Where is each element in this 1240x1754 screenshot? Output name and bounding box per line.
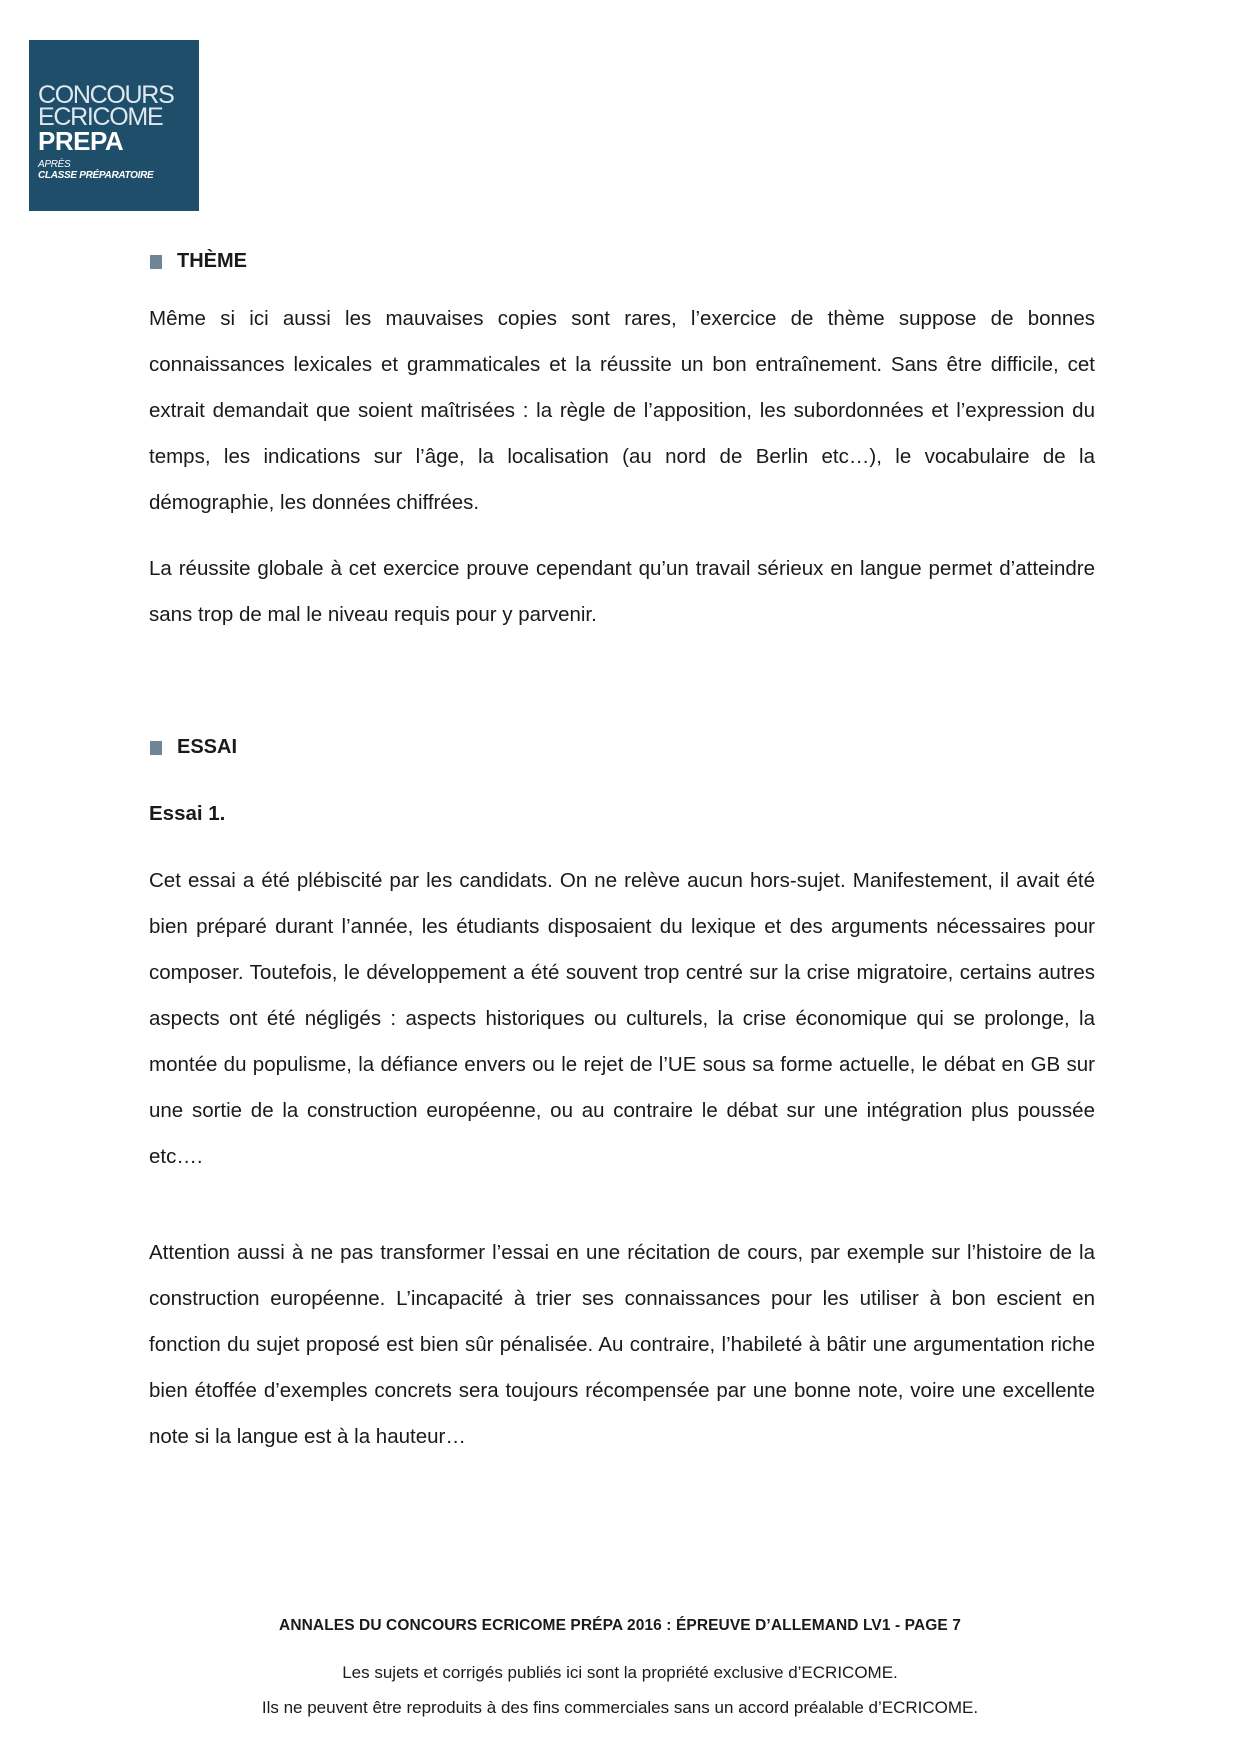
footer-copyright-line-1: Les sujets et corrigés publiés ici sont la propriété exclusive d’ECRICOME. [342,1663,898,1682]
theme-paragraph-2: La réussite globale à cet exercice prouve cependant qu’un travail sérieux en langue permet d’atteindre sans trop de mal le niveau requis pour y parvenir. [149,557,1095,626]
essai-paragraph-2: Attention aussi à ne pas transformer l’essai en une récitation de cours, par exemple sur l’histoire de la construction européenne. L’incapacité à trier ses connaissances pour les utiliser à bon escient en fonction du sujet proposé est bien sûr pénalisée. Au contraire, l’habileté à bâtir une argumentation riche bien étoffée d’exemples concrets sera toujours récompensée par une bonne note, voire une excellente note si la langue est à la hauteur… [149,1241,1095,1448]
ecricome-logo [29,40,199,211]
logo-line-apres: APRÈS [38,159,71,170]
logo-line-classe-preparatoire: CLASSE PRÉPARATOIRE [38,170,154,181]
square-bullet-icon [150,255,162,269]
logo-line-concours: CONCOURS [38,81,174,109]
essai-paragraph-1: Cet essai a été plébiscité par les candidats. On ne relève aucun hors-sujet. Manifestement, il avait été bien préparé durant l’année, les étudiants disposaient du lexique et des arguments nécessaires pour composer. Toutefois, le développement a été souvent trop centré sur la crise migratoire, certains autres aspects ont été négligés : aspects historiques ou culturels, la crise économique qui se prolonge, la montée du populisme, la défiance envers ou le rejet de l’UE sous sa forme actuelle, le débat en GB sur une sortie de la construction européenne, ou au contraire le débat sur une intégration plus poussée etc…. [149,869,1095,1168]
square-bullet-icon [150,741,162,755]
section-heading-essai [150,736,237,759]
theme-paragraph-1: Même si ici aussi les mauvaises copies sont rares, l’exercice de thème suppose de bonnes connaissances lexicales et grammaticales et la réussite un bon entraînement. Sans être difficile, cet extrait demandait que soient maîtrisées : la règle de l’apposition, les subordonnées et l’expression du temps, les indications sur l’âge, la localisation (au nord de Berlin etc…), le vocabulaire de la démographie, les données chiffrées. [149,307,1095,514]
logo-line-prepa: PREPA [38,126,124,156]
section-heading-theme [150,250,247,273]
section-heading-label: THÈME [177,250,247,272]
footer-title: ANNALES DU CONCOURS ECRICOME PRÉPA 2016 : ÉPREUVE D’ALLEMAND LV1 - PAGE 7 [279,1617,961,1634]
logo-line-ecricome: ECRICOME [38,103,163,131]
footer-copyright-line-2: Ils ne peuvent être reproduits à des fins commerciales sans un accord préalable d’ECRICOME. [261,1698,979,1717]
essai-subheading: Essai 1. [149,802,226,825]
section-heading-label: ESSAI [177,736,238,758]
